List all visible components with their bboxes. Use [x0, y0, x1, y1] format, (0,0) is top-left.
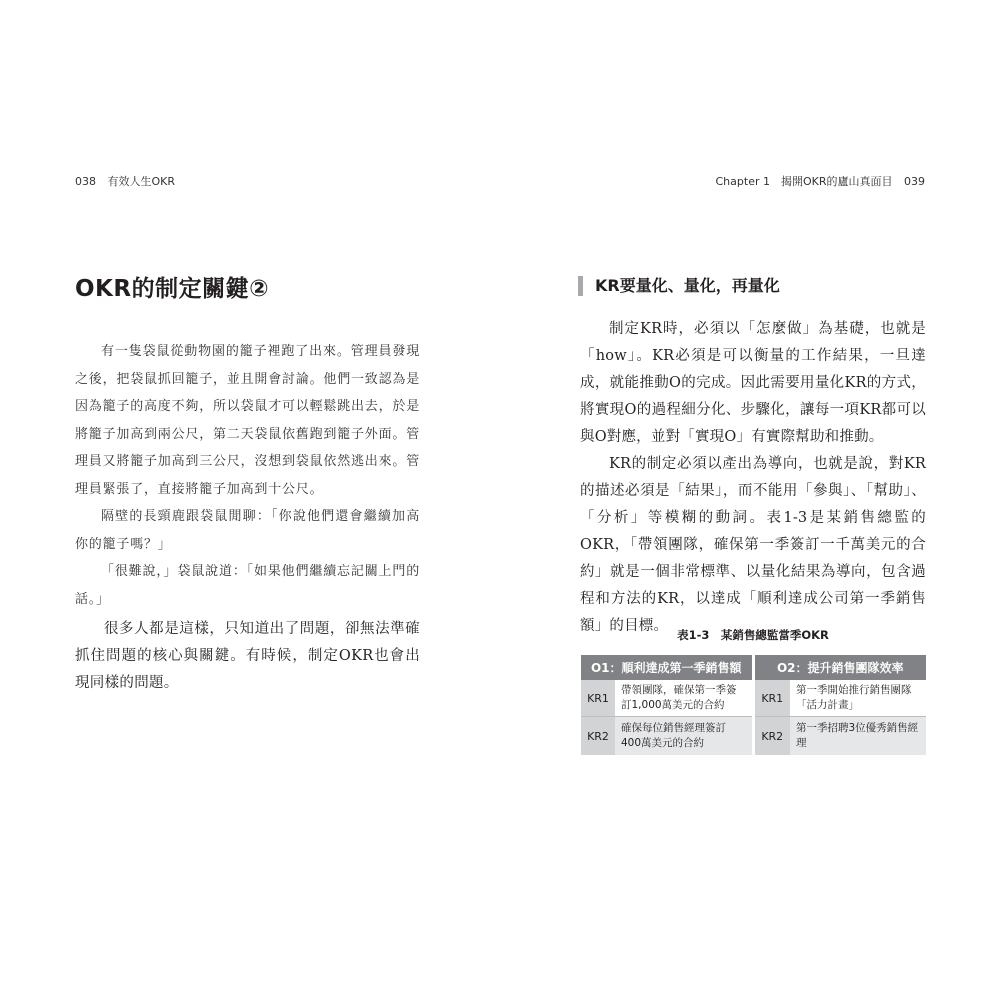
table-caption: 表1-3 某銷售總監當季OKR — [677, 628, 829, 642]
objective-header: O2：提升銷售團隊效率 — [753, 655, 926, 680]
running-head-left — [75, 173, 175, 189]
body-paragraph: 很多人都是這樣，只知道出了問題，卻無法準確抓住問題的核心與關鍵。有時候，制定OKR也會出現同樣的問題。 — [75, 621, 420, 691]
body-paragraph: 制定KR時，必須以「怎麼做」為基礎，也就是「how」。KR必須是可以衡量的工作結果，一旦達成，就能推動O的完成。因此需要用量化KR的方式，將實現O的過程細分化、步驟化，讓每一項KR都可以與O對應，並對「實現O」有實際幫助和推動。 — [580, 321, 926, 445]
kr-text: 第一季開始推行銷售團隊「活力計畫」 — [790, 680, 926, 717]
kr-label: KR2 — [581, 717, 615, 756]
running-head-right — [716, 173, 926, 189]
section-heading: KR要量化、量化，再量化 — [578, 276, 780, 296]
kr-label: KR2 — [753, 717, 790, 756]
body-paragraph: KR的制定必須以產出為導向，也就是說，對KR的描述必須是「結果」，而不能用「參與」、「幫助」、「分析」等模糊的動詞。表1-3是某銷售總監的OKR，「帶領團隊，確保第一季簽訂一千萬美元的合約」就是一個非常標準、以量化結果為導向，包含過程和方法的KR，以達成「順利達成公司第一季銷售額」的目標。 — [580, 456, 926, 634]
right-body-text — [580, 316, 926, 640]
story-paragraph: 「很難說，」袋鼠說道：「如果他們繼續忘記關上門的話。」 — [75, 564, 420, 607]
kr-text: 帶領團隊，確保第一季簽訂1,000萬美元的合約 — [615, 680, 753, 717]
story-paragraph: 隔壁的長頸鹿跟袋鼠閒聊：「你說他們還會繼續加高你的籠子嗎？」 — [75, 509, 420, 552]
book-title: 有效人生OKR — [107, 175, 176, 188]
table-header-row — [581, 655, 926, 680]
page-number-right: 039 — [904, 175, 925, 188]
kr-label: KR1 — [753, 680, 790, 717]
chapter-title: OKR的制定關鍵② — [75, 276, 270, 302]
okr-table — [581, 655, 926, 755]
table-row — [581, 717, 926, 756]
left-body-text — [75, 616, 420, 697]
objective-header: O1：順利達成第一季銷售額 — [581, 655, 753, 680]
table-row — [581, 680, 926, 717]
kr-text: 第一季招聘3位優秀銷售經理 — [790, 717, 926, 756]
kangaroo-story — [75, 338, 420, 613]
page-number-left: 038 — [75, 175, 96, 188]
kr-label: KR1 — [581, 680, 615, 717]
chapter-label: Chapter 1 揭開OKR的廬山真面目 — [715, 175, 893, 188]
right-page — [500, 0, 1000, 1000]
story-paragraph: 有一隻袋鼠從動物園的籠子裡跑了出來。管理員發現之後，把袋鼠抓回籠子，並且開會討論。他們一致認為是因為籠子的高度不夠，所以袋鼠才可以輕鬆跳出去，於是將籠子加高到兩公尺，第二天袋鼠依舊跑到籠子外面。管理員又將籠子加高到三公尺，沒想到袋鼠依然逃出來。管理員緊張了，直接將籠子加高到十公尺。 — [75, 344, 421, 497]
kr-text: 確保每位銷售經理簽訂400萬美元的合約 — [615, 717, 753, 756]
